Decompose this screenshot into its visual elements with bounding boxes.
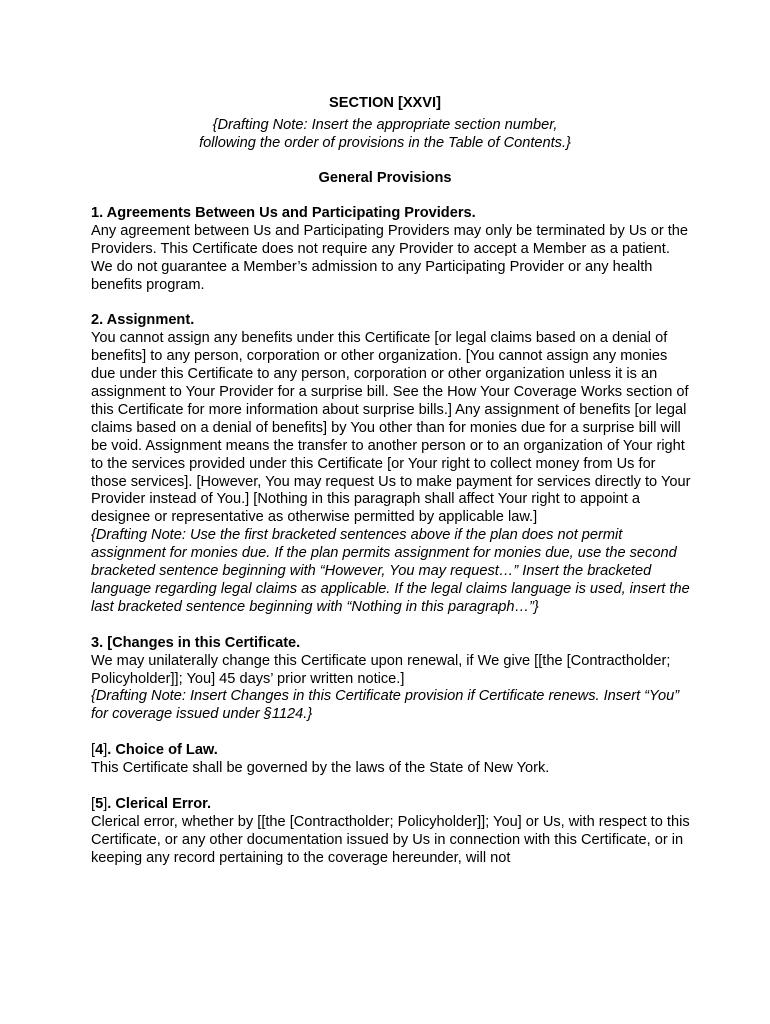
section-changes: [91, 635, 691, 725]
section-body: Clerical error, whether by [[the [Contractholder; Policyholder]]; You] or Us, with respect to this Certificate, or any other documentation issued by Us in connection with this Certificate, or in keeping any record pertaining to the coverage hereunder, will not: [91, 813, 690, 866]
section-note-line-1: {Drafting Note: Insert the appropriate section number,: [212, 117, 558, 133]
document-body: [91, 205, 691, 885]
section-clerical-error: [91, 796, 691, 868]
section-title: 1. Agreements Between Us and Participating Providers.: [91, 205, 476, 221]
section-title: [91, 635, 691, 653]
section-title-number: 4: [95, 742, 104, 759]
section-title: [91, 742, 691, 760]
section-assignment: [91, 312, 691, 616]
section-title-prefix: [: [91, 795, 96, 812]
section-body: This Certificate shall be governed by the laws of the State of New York.: [91, 760, 550, 777]
drafting-note: {Drafting Note: Insert Changes in this Certificate provision if Certificate renews. Insert “You” for coverage issued under §1124.}: [91, 688, 680, 723]
section-body: You cannot assign any benefits under this Certificate [or legal claims based on a denial of benefits] to any person, corporation or other organization. [You cannot assign any monies due under this Certificate to any person, corporation or other organization unless it is an assignment to Your Provider for a surprise bill. See the How Your Coverage Works section of this Certificate for more information about surprise bills.] Any assignment of benefits [or legal claims based on a denial of benefits] by You other than for monies due for a surprise bill will be void. Assignment means the transfer to another person or to an organization of Your right to the services provided under this Certificate [or Your right to collect money from Us for those services]. [However, You may request Us to make payment for services directly to Your Provider instead of You.] [Nothing in this paragraph shall affect Your right to appoint a designee or representative as otherwise permitted by applicable law.]: [91, 330, 691, 526]
section-title-prefix: [: [91, 742, 96, 759]
section-title: 2. Assignment.: [91, 312, 195, 329]
section-title-prefix: 3. [: [91, 634, 113, 651]
section-title-text: . Clerical Error.: [107, 795, 212, 812]
section-drafting-note: [0, 116, 770, 152]
section-agreements: [91, 205, 691, 295]
section-body: We may unilaterally change this Certificate upon renewal, if We give [[the [Contractholder; Policyholder]]; You] 45 days’ prior written notice.]: [91, 652, 671, 687]
drafting-note: {Drafting Note: Use the first bracketed sentences above if the plan does not permit assignment for monies due. If the plan permits assignment for monies due, use the second bracketed sentence beginning with “However, You may request…” Insert the bracketed language regarding legal claims as applicable. If the legal claims language is used, insert the last bracketed sentence beginning with “Nothing in this paragraph…”}: [91, 527, 690, 615]
section-label: SECTION [XXVI]: [329, 95, 441, 111]
section-title: [91, 796, 691, 814]
section-body: Any agreement between Us and Participating Providers may only be terminated by Us or the Providers. This Certificate does not require any Provider to accept a Member as a patient. We do not guarantee a Member’s admission to any Participating Provider or any health benefits program.: [91, 222, 689, 293]
page-heading: General Provisions: [318, 170, 452, 186]
section-title-bracket: ]: [103, 742, 108, 759]
section-choice-of-law: [91, 742, 691, 778]
section-title-bracket: ]: [103, 795, 108, 812]
section-note-line-2: following the order of provisions in the Table of Contents.}: [199, 135, 571, 151]
section-title-number: 5: [95, 795, 104, 812]
section-title-text: . Choice of Law.: [107, 742, 218, 759]
section-title-text: Changes in this Certificate.: [112, 634, 301, 651]
